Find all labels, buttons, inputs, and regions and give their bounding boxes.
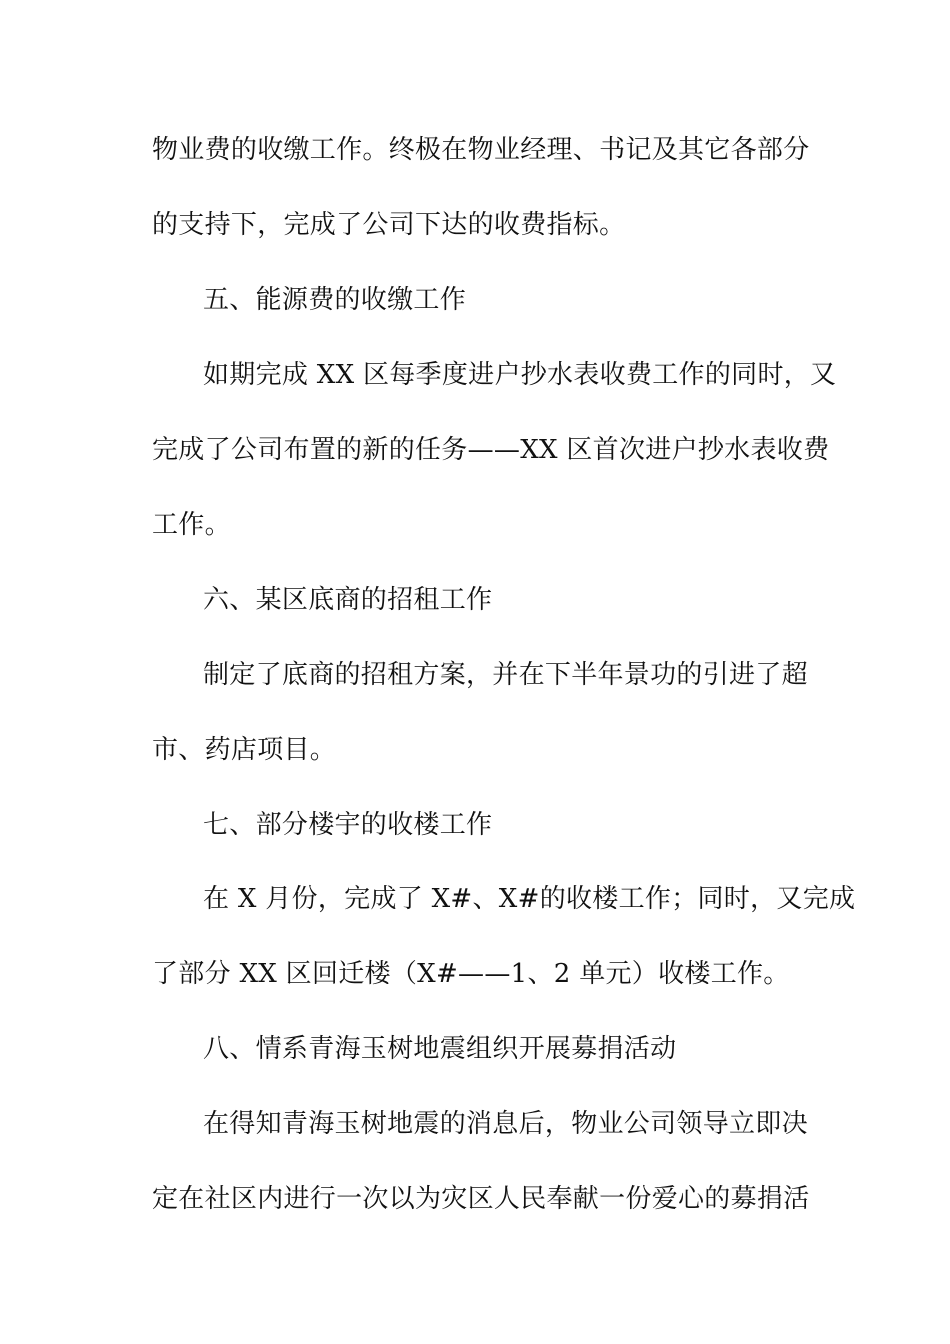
- section-heading: 七、部分楼宇的收楼工作: [203, 810, 493, 840]
- section-heading: 八、情系青海玉树地震组织开展募捐活动: [203, 1034, 677, 1064]
- text-line: 市、药店项目。: [152, 735, 337, 765]
- text-line: 了部分 XX 区回迁楼（X#——1、2 单元）收楼工作。: [152, 959, 790, 989]
- text-line: 物业费的收缴工作。终极在物业经理、书记及其它各部分: [152, 135, 810, 165]
- section-heading: 六、某区底商的招租工作: [203, 585, 493, 615]
- text-line: 在 X 月份，完成了 X#、X#的收楼工作；同时，又完成: [203, 884, 856, 914]
- text-line: 如期完成 XX 区每季度进户抄水表收费工作的同时，又: [203, 360, 837, 390]
- section-heading: 五、能源费的收缴工作: [203, 285, 467, 315]
- text-line: 工作。: [152, 510, 231, 540]
- text-line: 在得知青海玉树地震的消息后，物业公司领导立即决: [203, 1109, 808, 1139]
- text-line: 定在社区内进行一次以为灾区人民奉献一份爱心的募捐活: [152, 1184, 810, 1214]
- text-line: 完成了公司布置的新的任务——XX 区首次进户抄水表收费: [152, 435, 830, 465]
- text-line: 制定了底商的招租方案，并在下半年景功的引进了超: [203, 660, 808, 690]
- text-line: 的支持下，完成了公司下达的收费指标。: [152, 210, 626, 240]
